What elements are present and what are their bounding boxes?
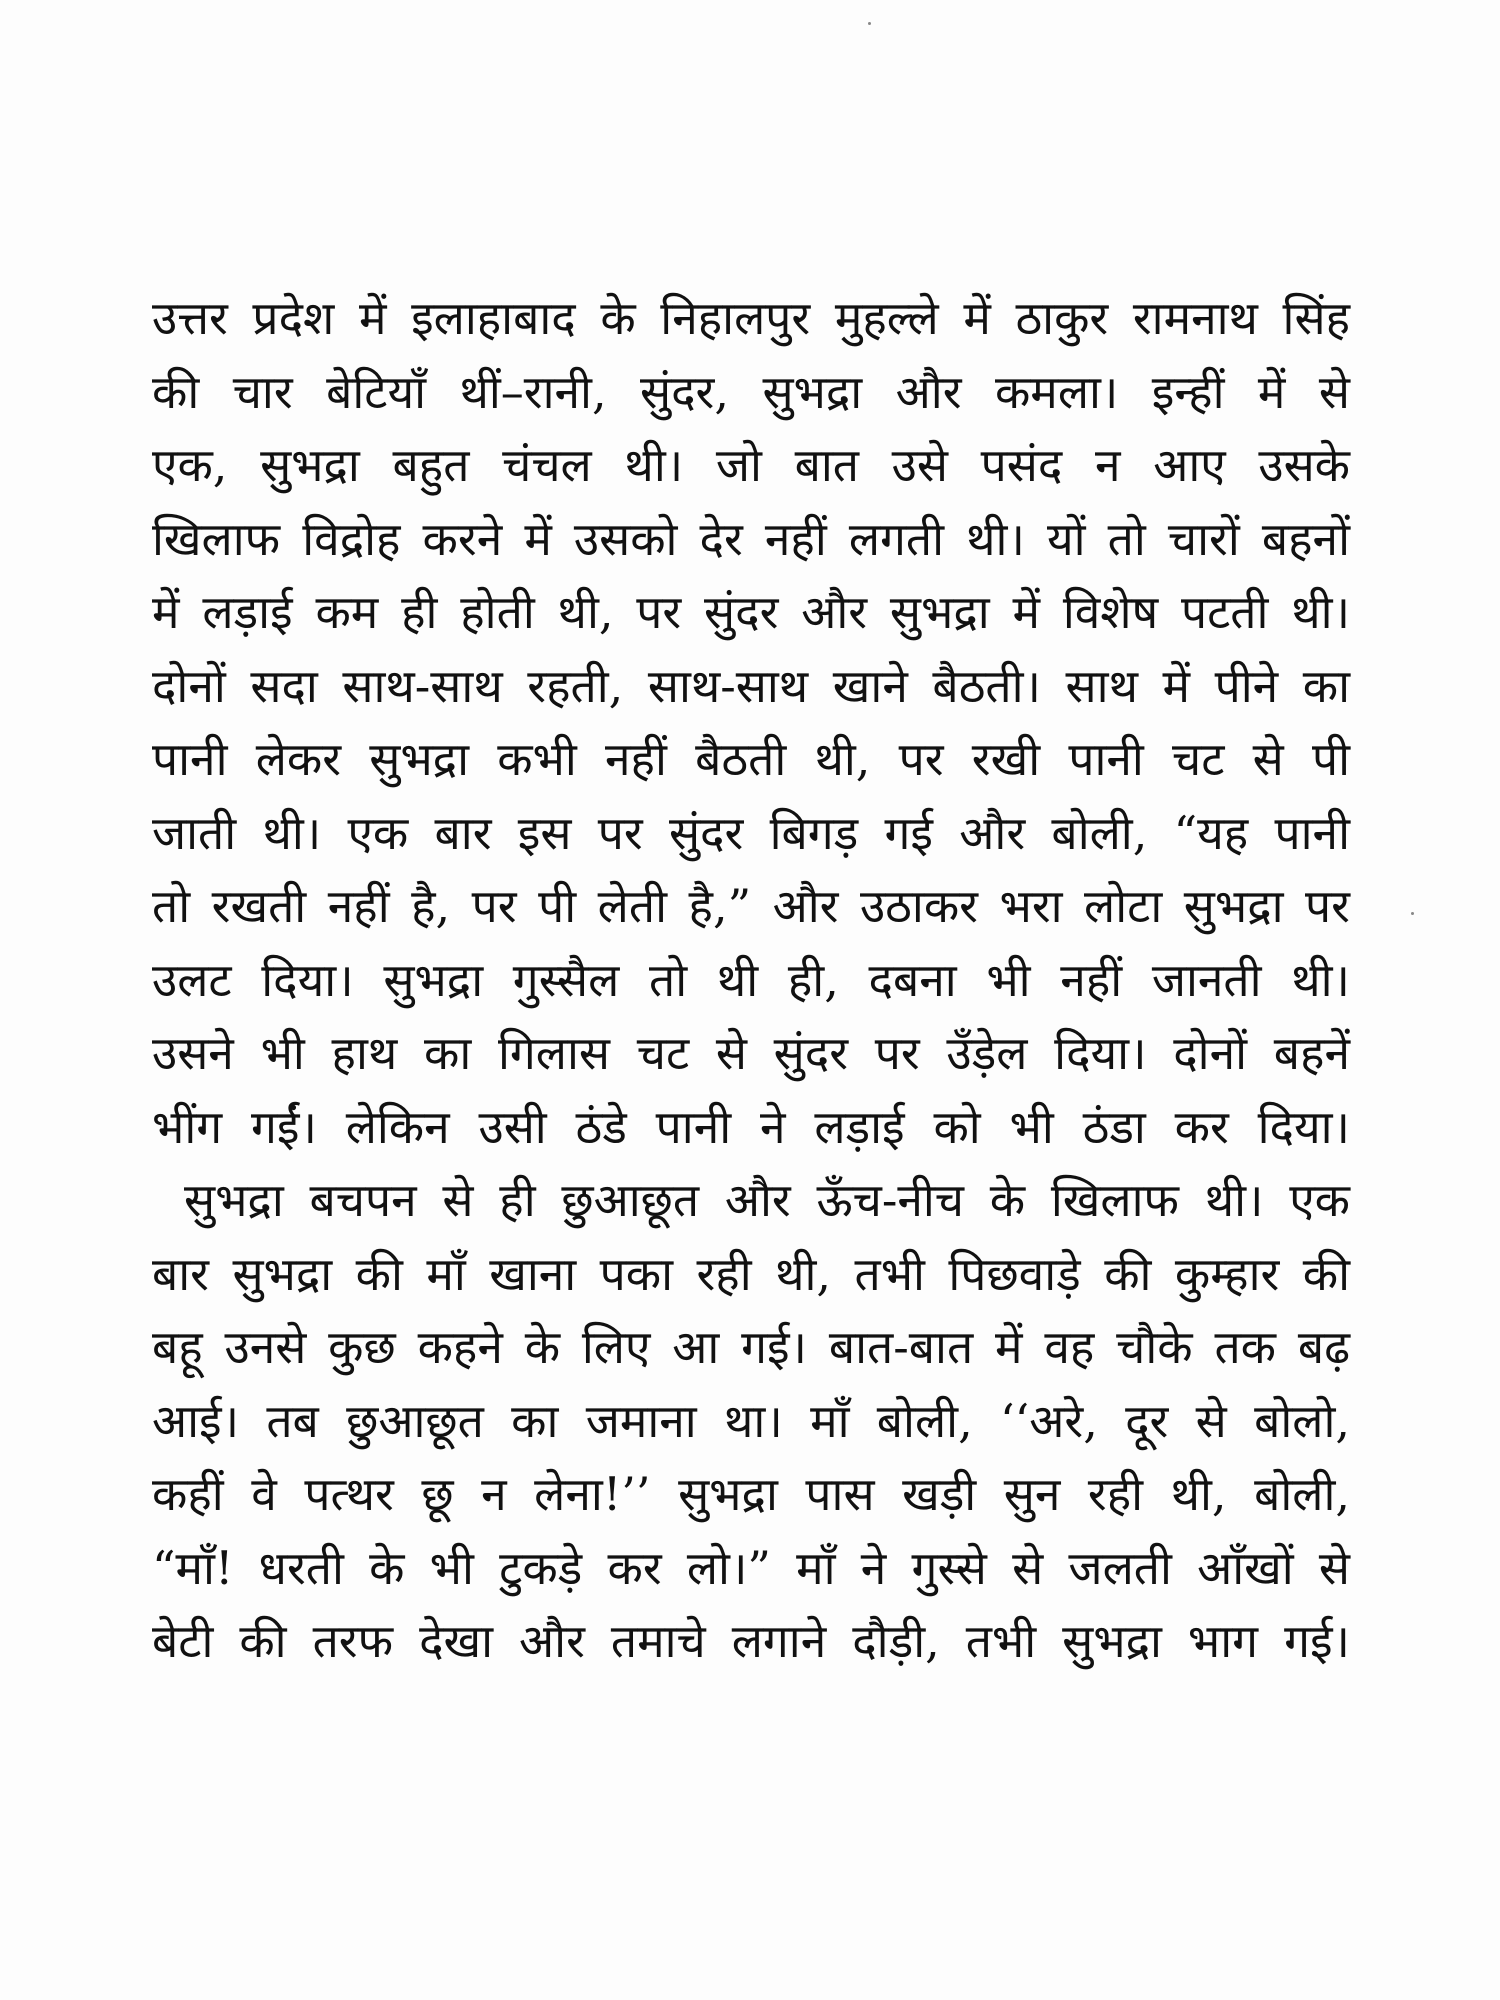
paragraph-1: [152, 282, 1350, 1164]
text-line: पानी लेकर सुभद्रा कभी नहीं बैठती थी, पर रखी पानी चट से पी: [152, 732, 1350, 786]
text-line: बार सुभद्रा की माँ खाना पका रही थी, तभी पिछवाड़े की कुम्हार की: [152, 1246, 1350, 1301]
text-line: बेटी की तरफ देखा और तमाचे लगाने दौड़ी, तभी सुभद्रा भाग गई।: [152, 1614, 1350, 1668]
text-line: “माँ! धरती के भी टुकड़े कर लो।” माँ ने गुस्से से जलती आँखों से: [152, 1540, 1350, 1595]
text-line: में लड़ाई कम ही होती थी, पर सुंदर और सुभद्रा में विशेष पटती थी।: [152, 585, 1350, 639]
paragraph-2: [152, 1164, 1350, 1679]
story-text: [152, 282, 1350, 1679]
text-line: उसने भी हाथ का गिलास चट से सुंदर पर उँड़ेल दिया। दोनों बहनें: [152, 1026, 1350, 1080]
scan-speck: [868, 22, 871, 25]
text-line: खिलाफ विद्रोह करने में उसको देर नहीं लगती थी। यों तो चारों बहनों: [152, 511, 1350, 566]
text-line: की चार बेटियाँ थीं–रानी, सुंदर, सुभद्रा और कमला। इन्हीं में से: [152, 364, 1350, 419]
text-line: आई। तब छुआछूत का जमाना था। माँ बोली, ‘‘अरे, दूर से बोलो,: [152, 1393, 1350, 1448]
text-line: तो रखती नहीं है, पर पी लेती है,” और उठाकर भरा लोटा सुभद्रा पर: [152, 879, 1350, 933]
text-line: जाती थी। एक बार इस पर सुंदर बिगड़ गई और बोली, “यह पानी: [152, 805, 1350, 860]
text-line: बहू उनसे कुछ कहने के लिए आ गई। बात-बात में वह चौके तक बढ़: [152, 1320, 1350, 1374]
text-line: एक, सुभद्रा बहुत चंचल थी। जो बात उसे पसंद न आए उसके: [152, 438, 1350, 492]
text-line: उलट दिया। सुभद्रा गुस्सैल तो थी ही, दबना भी नहीं जानती थी।: [152, 952, 1350, 1007]
text-line: भींग गईं। लेकिन उसी ठंडे पानी ने लड़ाई को भी ठंडा कर दिया।: [152, 1099, 1350, 1154]
text-line: कहीं वे पत्थर छू न लेना!’’ सुभद्रा पास खड़ी सुन रही थी, बोली,: [152, 1467, 1350, 1521]
scan-speck: [1411, 912, 1414, 915]
text-line: दोनों सदा साथ-साथ रहती, साथ-साथ खाने बैठती। साथ में पीने का: [152, 658, 1350, 713]
text-line: सुभद्रा बचपन से ही छुआछूत और ऊँच-नीच के खिलाफ थी। एक: [184, 1173, 1350, 1227]
text-line: उत्तर प्रदेश में इलाहाबाद के निहालपुर मुहल्ले में ठाकुर रामनाथ सिंह: [152, 291, 1350, 345]
